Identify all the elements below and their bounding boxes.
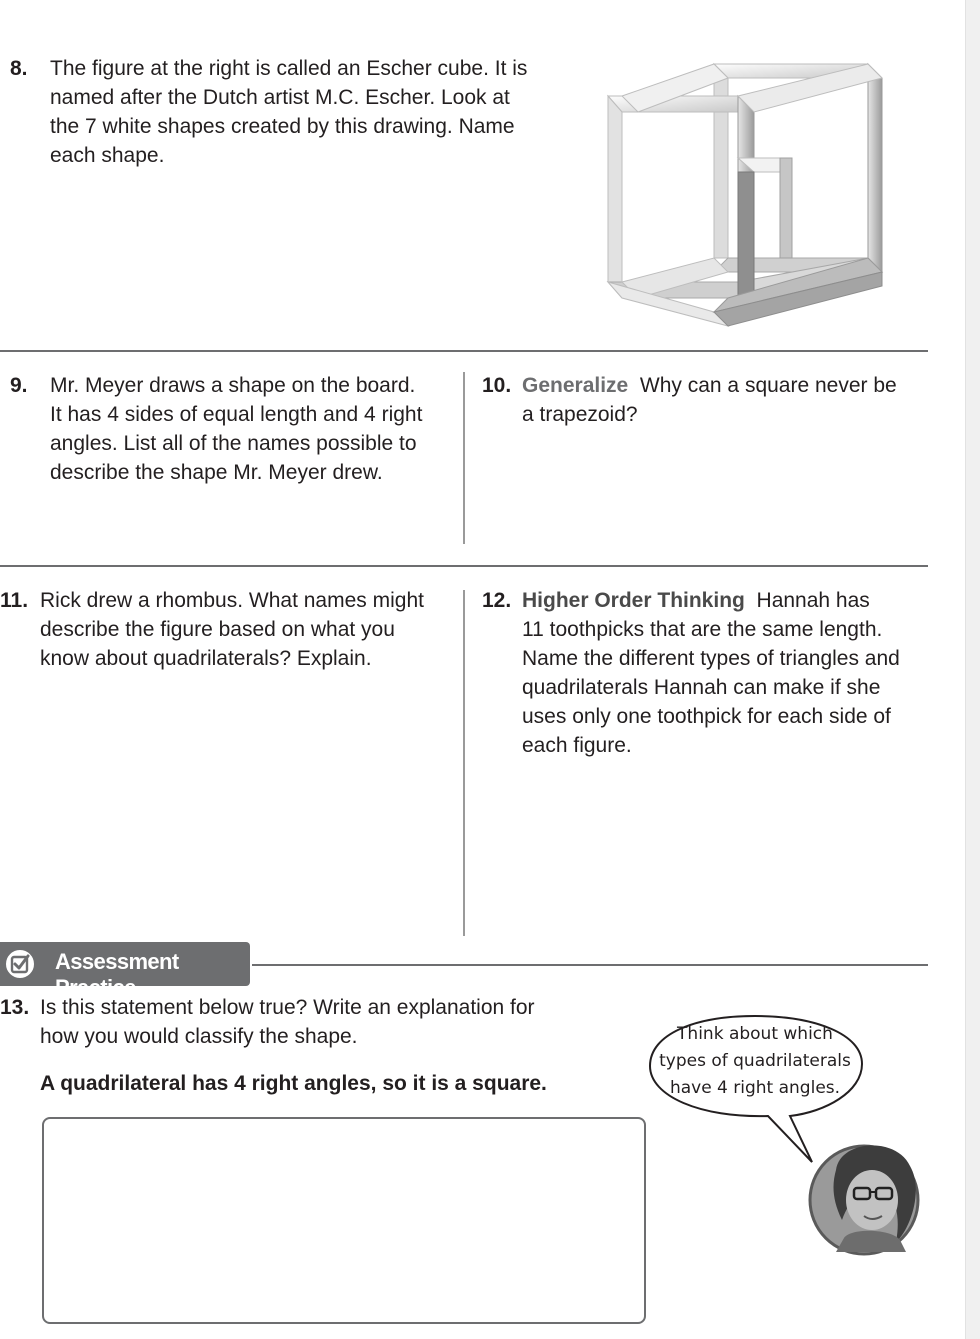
text-line: each shape.: [50, 144, 165, 167]
question-13: [0, 993, 600, 1063]
question-number: 12.: [482, 589, 512, 612]
text-line: Mr. Meyer draws a shape on the board.: [50, 374, 416, 397]
text-line: 11 toothpicks that are the same length.: [522, 618, 883, 641]
text-line: describe the figure based on what you: [40, 618, 395, 641]
answer-box[interactable]: [42, 1117, 646, 1324]
section-divider: [0, 565, 928, 567]
checkmark-icon: [3, 947, 37, 981]
question-11: [0, 586, 460, 686]
statement-text: A quadrilateral has 4 right angles, so it is a square.: [40, 1072, 547, 1095]
text-line: a trapezoid?: [522, 403, 638, 426]
text-line: quadrilaterals Hannah can make if she: [522, 676, 881, 699]
text-line: [522, 371, 897, 400]
bubble-line: types of quadrilaterals: [659, 1051, 851, 1071]
question-number: 10.: [482, 374, 512, 397]
section-divider: [0, 350, 928, 352]
banner-rule: [252, 964, 928, 966]
text-line-rest: Why can a square never be: [639, 374, 897, 397]
text-line: The figure at the right is called an Escher cube. It is: [50, 57, 528, 80]
question-10: [482, 371, 922, 441]
text-line: Is this statement below true? Write an explanation for: [40, 996, 535, 1019]
assessment-practice-banner: [0, 942, 252, 1000]
question-text: [522, 371, 897, 429]
character-avatar: [806, 1120, 932, 1260]
text-line: the 7 white shapes created by this drawing. Name: [50, 115, 515, 138]
question-12: [482, 586, 932, 766]
text-line: describe the shape Mr. Meyer drew.: [50, 461, 383, 484]
column-divider: [463, 590, 465, 936]
text-line: each figure.: [522, 734, 632, 757]
text-line: It has 4 sides of equal length and 4 right: [50, 403, 423, 426]
question-number: 9.: [10, 374, 28, 397]
question-text: [50, 54, 527, 170]
banner-label: Assessment Practice: [55, 949, 179, 1000]
bubble-line: have 4 right angles.: [669, 1078, 841, 1098]
question-number: 11.: [0, 589, 29, 612]
question-text: [50, 371, 422, 487]
question-text: [40, 586, 424, 673]
escher-cube-illustration: [598, 58, 896, 330]
scrollbar[interactable]: [965, 0, 980, 1339]
text-line: how you would classify the shape.: [40, 1025, 358, 1048]
text-line: named after the Dutch artist M.C. Escher. Look at: [50, 86, 510, 109]
question-8: [10, 54, 550, 184]
text-line: uses only one toothpick for each side of: [522, 705, 891, 728]
question-text: [40, 993, 535, 1051]
keyword-generalize: Generalize: [522, 374, 629, 397]
question-text: [522, 586, 900, 760]
text-line: Rick drew a rhombus. What names might: [40, 589, 424, 612]
text-line: know about quadrilaterals? Explain.: [40, 647, 372, 670]
bubble-line: Think about which: [677, 1024, 833, 1044]
question-9: [10, 371, 460, 501]
text-line-rest: Hannah has: [756, 589, 870, 612]
text-line: Name the different types of triangles and: [522, 647, 900, 670]
text-line: angles. List all of the names possible to: [50, 432, 417, 455]
question-number: 8.: [10, 57, 28, 80]
column-divider: [463, 372, 465, 544]
question-number: 13.: [0, 996, 30, 1019]
keyword-higher-order-thinking: Higher Order Thinking: [522, 589, 745, 612]
text-line: [522, 586, 900, 615]
